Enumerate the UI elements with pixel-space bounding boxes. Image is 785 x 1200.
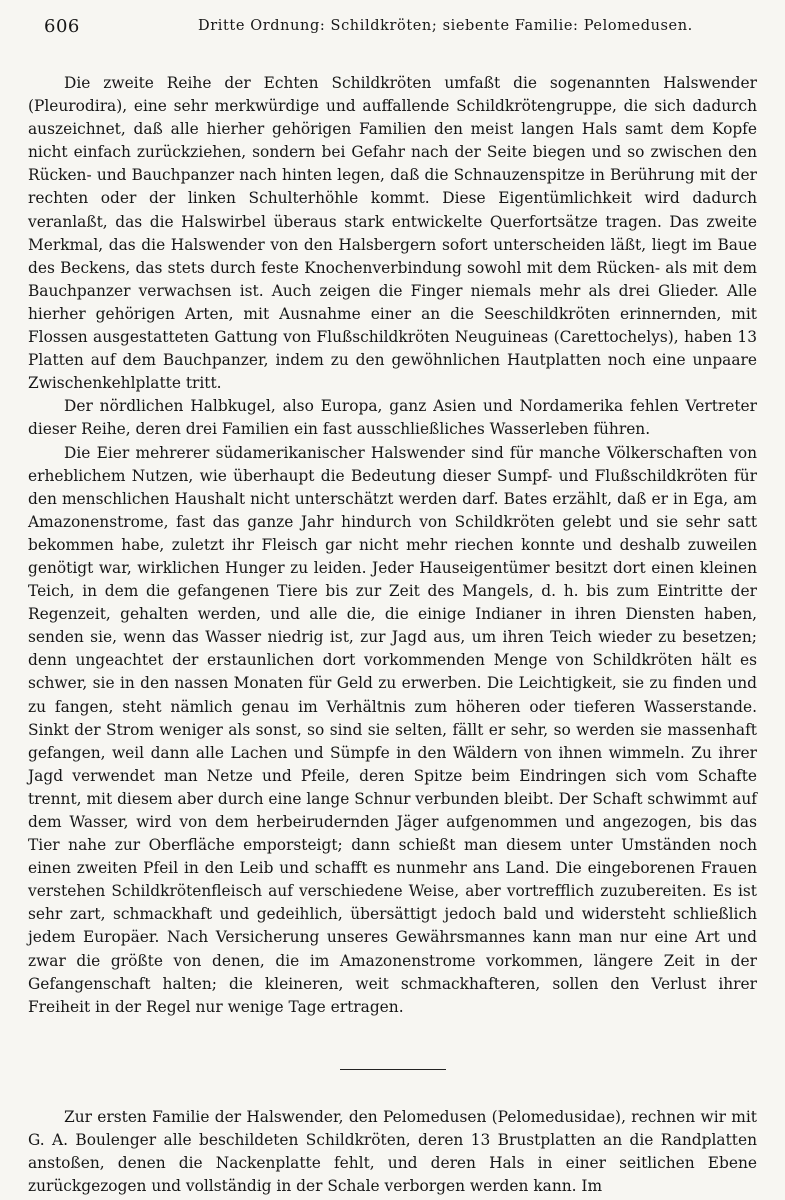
page-number: 606 <box>44 16 80 37</box>
paragraph-nutzen: Die Eier mehrerer südamerikanischer Halswender sind für manche Völkerschaften von erheblichem Nutzen, wie überhaupt die Bedeutung dieser Sumpf- und Flußschildkröten für den menschlichen Haushalt nicht unterschätzt werden darf. Bates erzählt, daß er in Ega, am Amazonenstrome, fast das ganze Jahr hindurch von Schildkröten gelebt und sie sehr satt bekommen habe, zuletzt ihr Fleisch gar nicht mehr riechen konnte und deshalb zuweilen genötigt war, wirklichen Hunger zu leiden. Jeder Hauseigentümer besitzt dort einen kleinen Teich, in dem die gefangenen Tiere bis zur Zeit des Mangels, d. h. bis zum Eintritte der Regenzeit, gehalten werden, und alle die, die einige Indianer in ihren Diensten haben, senden sie, wenn das Wasser niedrig ist, zur Jagd aus, um ihren Teich wieder zu besetzen; denn ungeachtet der erstaunlichen dort vorkommenden Menge von Schildkröten hält es schwer, sie in den nassen Monaten für Geld zu erwerben. Die Leichtigkeit, sie zu finden und zu fangen, steht nämlich genau im Verhältnis zum höheren oder tieferen Wasserstande. Sinkt der Strom weniger als sonst, so sind sie selten, fällt er sehr, so werden sie massenhaft gefangen, weil dann alle Lachen und Sümpfe in den Wäldern von ihnen wimmeln. Zu ihrer Jagd verwendet man Netze und Pfeile, deren Spitze beim Eindringen sich vom Schafte trennt, mit diesem aber durch eine lange Schnur verbunden bleibt. Der Schaft schwimmt auf dem Wasser, wird von dem herbeirudernden Jäger aufgenommen und angezogen, bis das Tier nahe zur Oberfläche emporsteigt; dann schießt man diesem unter Umständen noch einen zweiten Pfeil in den Leib und schafft es nunmehr ans Land. Die eingeborenen Frauen verstehen Schildkrötenfleisch auf verschiedene Weise, aber vortrefflich zuzubereiten. Es ist sehr zart, schmackhaft und gedeihlich, übersättigt jedoch bald und widersteht schließlich jedem Europäer. Nach Versicherung unseres Gewährsmannes kann man nur eine Art und zwar die größte von denen, die im Amazonenstrome vorkommen, längere Zeit in der Gefangenschaft halten; die kleineren, weit schmackhafteren, sollen den Verlust ihrer Freiheit in der Regel nur wenige Tage ertragen. <box>28 443 757 1016</box>
section-divider <box>340 1069 446 1070</box>
running-head <box>28 14 757 44</box>
family-section <box>28 1106 757 1198</box>
main-text <box>28 72 757 1019</box>
paragraph-verbreitung: Der nördlichen Halbkugel, also Europa, ganz Asien und Nordamerika fehlen Vertreter dieser Reihe, deren drei Familien ein fast ausschließliches Wasserleben führen. <box>28 397 757 439</box>
paragraph-pelomedusen: Zur ersten Familie der Halswender, den Pelomedusen (Pelomedusidae), rechnen wir mit G. A. Boulenger alle beschildeten Schildkröten, deren 13 Brustplatten an die Randplatten anstoßen, denen die Nackenplatte fehlt, und deren Hals in einer seitlichen Ebene zurückgezogen und vollständig in der Schale verborgen werden kann. Im <box>28 1107 757 1196</box>
running-title: Dritte Ordnung: Schildkröten; siebente Familie: Pelomedusen. <box>198 18 693 34</box>
paragraph-halswender: Die zweite Reihe der Echten Schildkröten umfaßt die sogenannten Halswender (Pleurodira), eine sehr merkwürdige und auffallende Schildkrötengruppe, die sich dadurch auszeichnet, daß alle hierher gehörigen Familien den meist langen Hals samt dem Kopfe nicht einfach zurückziehen, sondern bei Gefahr nach der Seite biegen und so zwischen den Rücken- und Bauchpanzer nach hinten legen, daß die Schnauzenspitze in Berührung mit der rechten oder der linken Schulterhöhle kommt. Diese Eigentümlichkeit wird dadurch veranlaßt, das die Halswirbel überaus stark entwickelte Querfortsätze tragen. Das zweite Merkmal, das die Halswender von den Halsbergern sofort unterscheiden läßt, liegt im Baue des Beckens, das stets durch feste Knochenverbindung sowohl mit dem Rücken- als mit dem Bauchpanzer verwachsen ist. Auch zeigen die Finger niemals mehr als drei Glieder. Alle hierher gehörigen Arten, mit Ausnahme einer an die Seeschildkröten erinnernden, mit Flossen ausgestatteten Gattung von Flußschildkröten Neuguineas (Carettochelys), haben 13 Platten auf dem Bauchpanzer, indem zu den gewöhnlichen Hautplatten noch eine unpaare Zwischenkehlplatte tritt. <box>28 74 757 393</box>
